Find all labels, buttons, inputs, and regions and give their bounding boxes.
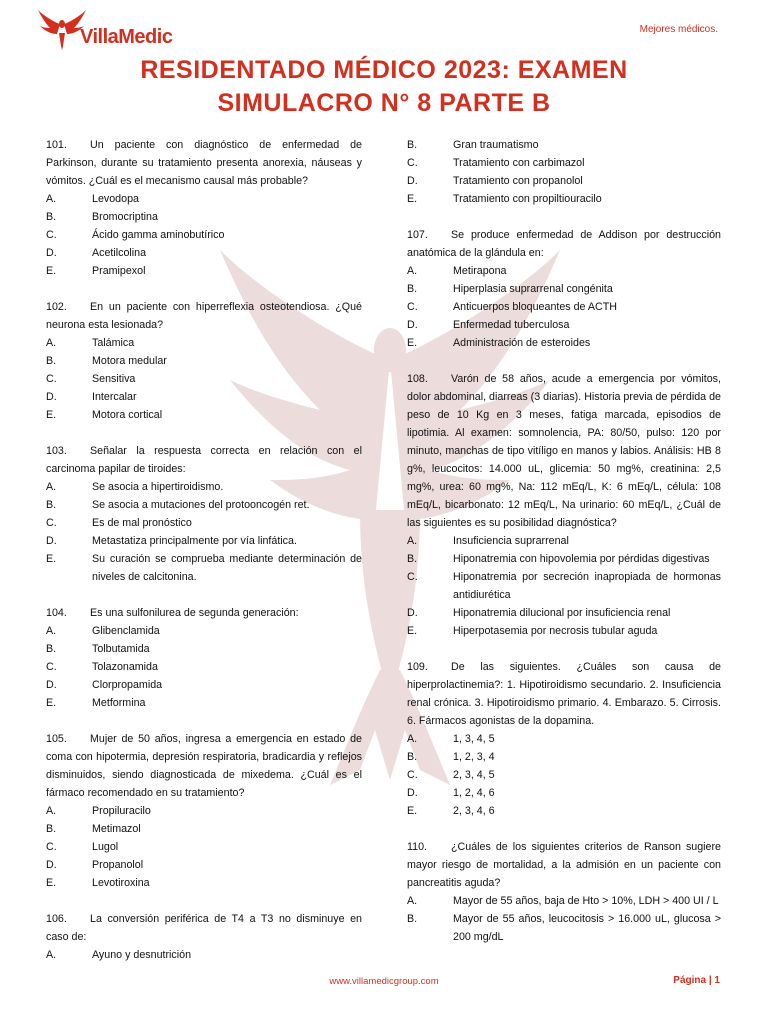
answer-option — [46, 226, 362, 244]
answer-option — [46, 658, 362, 676]
question-block — [46, 910, 362, 964]
question-block — [46, 604, 362, 712]
option-letter: D. — [46, 859, 57, 871]
option-letter: A. — [46, 949, 57, 961]
option-text: Tolbutamida — [92, 643, 150, 655]
option-letter: B. — [407, 553, 418, 565]
right-column — [407, 136, 721, 964]
answer-option — [46, 622, 362, 640]
option-letter: E. — [407, 193, 418, 205]
option-text: Hiponatremia con hipovolemia por pérdidas digestivas — [453, 553, 710, 565]
option-text: Mayor de 55 años, baja de Hto > 10%, LDH > 400 UI / L — [453, 895, 719, 907]
option-text: Hiperplasia suprarrenal congénita — [453, 283, 613, 295]
page-header — [0, 0, 768, 120]
option-text: Anticuerpos bloqueantes de ACTH — [453, 301, 617, 313]
page-number: Página | 1 — [673, 975, 720, 986]
answer-option — [407, 190, 721, 208]
question-stem — [407, 658, 721, 730]
option-letter: A. — [46, 805, 57, 817]
option-text: Acetilcolina — [92, 247, 147, 259]
option-letter: A. — [407, 535, 418, 547]
question-stem — [46, 136, 362, 190]
question-stem — [46, 442, 362, 478]
option-letter: D. — [46, 535, 57, 547]
option-text: Metformina — [92, 697, 146, 709]
question-text: Se produce enfermedad de Addison por destrucción anatómica de la glándula en: — [407, 229, 721, 259]
question-block — [46, 136, 362, 280]
question-text: La conversión periférica de T4 a T3 no disminuye en caso de: — [46, 913, 362, 943]
option-letter: C. — [46, 661, 57, 673]
footer-url[interactable]: www.villamedicgroup.com — [329, 976, 439, 987]
option-text: Talámica — [92, 337, 135, 349]
answer-option — [46, 838, 362, 856]
option-letter: C. — [46, 517, 57, 529]
answer-option — [46, 676, 362, 694]
answer-option — [46, 388, 362, 406]
answer-option — [407, 568, 721, 604]
answer-option — [46, 262, 362, 280]
option-letter: E. — [46, 553, 57, 565]
answer-option — [46, 514, 362, 532]
option-letter: E. — [407, 625, 418, 637]
answer-option — [46, 532, 362, 550]
answer-option — [407, 172, 721, 190]
option-text: Lugol — [92, 841, 119, 853]
answer-option — [46, 640, 362, 658]
answer-option — [407, 802, 721, 820]
answer-option — [46, 946, 362, 964]
question-stem — [46, 910, 362, 946]
option-letter: D. — [46, 679, 57, 691]
option-text: Bromocriptina — [92, 211, 158, 223]
answer-option — [46, 478, 362, 496]
answer-option — [407, 280, 721, 298]
option-letter: E. — [46, 409, 57, 421]
answer-option — [46, 802, 362, 820]
answer-option — [407, 532, 721, 550]
question-text: Un paciente con diagnóstico de enfermedad de Parkinson, durante su tratamiento presenta anorexia, náuseas y vómitos. ¿Cuál es el mecanismo causal más probable? — [46, 139, 362, 187]
question-block — [407, 838, 721, 946]
answer-option — [407, 784, 721, 802]
question-block — [46, 442, 362, 586]
option-letter: D. — [407, 607, 418, 619]
option-text: Administración de esteroides — [453, 337, 591, 349]
option-text: Levotiroxina — [92, 877, 150, 889]
answer-option — [407, 748, 721, 766]
option-letter: B. — [407, 139, 418, 151]
option-letter: E. — [46, 265, 57, 277]
answer-option — [46, 370, 362, 388]
option-letter: B. — [46, 499, 57, 511]
option-letter: B. — [407, 283, 418, 295]
option-letter: C. — [407, 571, 418, 583]
option-letter: C. — [407, 301, 418, 313]
answer-option — [46, 694, 362, 712]
question-number: 104. — [46, 607, 67, 619]
option-letter: B. — [46, 211, 57, 223]
option-text: Metastatiza principalmente por vía linfática. — [92, 535, 297, 547]
question-number: 103. — [46, 445, 67, 457]
question-block — [407, 136, 721, 208]
question-text: Señalar la respuesta correcta en relación con el carcinoma papilar de tiroides: — [46, 445, 362, 475]
question-stem — [407, 838, 721, 892]
answer-option — [46, 874, 362, 892]
question-text: ¿Cuáles de los siguientes criterios de Ranson sugiere mayor riesgo de mortalidad, a la admisión en un paciente con pancreatitis aguda? — [407, 841, 721, 889]
option-text: Metimazol — [92, 823, 141, 835]
brand-name: VillaMedic — [80, 26, 173, 48]
question-number: 102. — [46, 301, 67, 313]
option-letter: A. — [46, 193, 57, 205]
option-letter: C. — [46, 229, 57, 241]
question-text: Varón de 58 años, acude a emergencia por vómitos, dolor abdominal, diarreas (3 diarias). Historia previa de pérdida de peso de 10 Kg en 3 meses, fatiga marcada, episodios de lipotimia. Al examen: somnolencia, PA: 80/50, pulso: 120 por minuto, manchas de tipo vitíligo en manos y labios. Análisis: HB 8 g%, leucocitos: 14.000 uL, glicemia: 50 mg%, creatinina: 2,5 mg%, urea: 60 mg%, Na: 112 mEq/L, K: 6 mEq/L, célula: 108 mEq/L, bicarbonato: 12 mEq/L, Na urinario: 60 mEq/L, ¿Cuál de las siguientes es su posibilidad diagnóstica? — [407, 373, 721, 529]
answer-option — [46, 208, 362, 226]
question-block — [46, 298, 362, 424]
answer-option — [407, 262, 721, 280]
question-block — [407, 658, 721, 820]
answer-option — [407, 892, 721, 910]
answer-option — [46, 244, 362, 262]
answer-option — [46, 550, 362, 586]
question-stem — [46, 298, 362, 334]
answer-option — [46, 190, 362, 208]
question-number: 105. — [46, 733, 67, 745]
question-block — [407, 226, 721, 352]
option-text: Enfermedad tuberculosa — [453, 319, 570, 331]
option-letter: C. — [407, 157, 418, 169]
option-text: Mayor de 55 años, leucocitosis > 16.000 uL, glucosa > 200 mg/dL — [453, 913, 721, 943]
question-number: 107. — [407, 229, 428, 241]
option-letter: E. — [46, 697, 57, 709]
option-text: Tratamiento con carbimazol — [453, 157, 585, 169]
question-text: De las siguientes. ¿Cuáles son causa de hiperprolactinemia?: 1. Hipotiroidismo secundario. 2. Insuficiencia renal crónica. 3. Hipotiroidismo primario. 4. Embarazo. 5. Cirrosis. 6. Fármacos agonistas de la dopamina. — [407, 661, 721, 727]
option-letter: C. — [46, 373, 57, 385]
option-text: Clorpropamida — [92, 679, 163, 691]
option-letter: B. — [46, 643, 57, 655]
question-text: En un paciente con hiperreflexia osteotendiosa. ¿Qué neurona esta lesionada? — [46, 301, 362, 331]
option-text: Hiponatremia dilucional por insuficiencia renal — [453, 607, 671, 619]
option-letter: A. — [407, 733, 418, 745]
answer-option — [46, 334, 362, 352]
answer-option — [407, 334, 721, 352]
answer-option — [407, 316, 721, 334]
option-text: Hiponatremia por secreción inapropiada de hormonas antidiurética — [453, 571, 721, 601]
answer-option — [407, 136, 721, 154]
option-text: Pramipexol — [92, 265, 146, 277]
option-text: 1, 3, 4, 5 — [453, 733, 495, 745]
option-text: Ayuno y desnutrición — [92, 949, 192, 961]
option-text: 2, 3, 4, 5 — [453, 769, 495, 781]
option-text: Motora medular — [92, 355, 167, 367]
option-letter: B. — [407, 913, 418, 925]
option-text: Tratamiento con propanolol — [453, 175, 583, 187]
option-letter: B. — [46, 355, 57, 367]
option-letter: C. — [407, 769, 418, 781]
option-text: Se asocia a mutaciones del protooncogén ret. — [92, 499, 310, 511]
answer-option — [407, 910, 721, 946]
option-letter: A. — [407, 265, 418, 277]
question-number: 101. — [46, 139, 67, 151]
option-text: Es de mal pronóstico — [92, 517, 192, 529]
answer-option — [407, 604, 721, 622]
answer-option — [46, 406, 362, 424]
option-text: Glibenclamida — [92, 625, 160, 637]
option-letter: A. — [407, 895, 418, 907]
option-letter: B. — [46, 823, 57, 835]
option-text: Motora cortical — [92, 409, 163, 421]
option-letter: D. — [46, 391, 57, 403]
option-text: Propiluracilo — [92, 805, 151, 817]
question-number: 106. — [46, 913, 67, 925]
option-text: Tolazonamida — [92, 661, 158, 673]
option-text: Tratamiento con propiltiouracilo — [453, 193, 602, 205]
option-letter: E. — [407, 337, 418, 349]
tagline: Mejores médicos. — [639, 24, 718, 35]
option-text: Se asocia a hipertiroidismo. — [92, 481, 224, 493]
option-letter: B. — [407, 751, 418, 763]
option-letter: D. — [407, 175, 418, 187]
option-text: 1, 2, 3, 4 — [453, 751, 495, 763]
option-text: 2, 3, 4, 6 — [453, 805, 495, 817]
option-letter: E. — [407, 805, 418, 817]
option-text: Intercalar — [92, 391, 137, 403]
option-letter: A. — [46, 481, 57, 493]
question-stem — [46, 730, 362, 802]
question-number: 110. — [407, 841, 428, 853]
answer-option — [407, 298, 721, 316]
option-text: Propanolol — [92, 859, 144, 871]
option-text: Su curación se comprueba mediante determinación de niveles de calcitonina. — [92, 553, 362, 583]
answer-option — [46, 820, 362, 838]
option-text: 1, 2, 4, 6 — [453, 787, 495, 799]
question-text: Mujer de 50 años, ingresa a emergencia en estado de coma con hipotermia, depresión respiratoria, bradicardia y reflejos disminuidos, siendo diagnosticada de mixedema. ¿Cuál es el fármaco recomendado en su tratamiento? — [46, 733, 362, 799]
option-letter: C. — [46, 841, 57, 853]
option-text: Ácido gamma aminobutírico — [92, 229, 225, 241]
title-line-1: RESIDENTADO MÉDICO 2023: EXAMEN — [140, 56, 628, 84]
option-letter: E. — [46, 877, 57, 889]
option-text: Sensitiva — [92, 373, 136, 385]
option-text: Insuficiencia suprarrenal — [453, 535, 569, 547]
question-block — [46, 730, 362, 892]
answer-option — [407, 766, 721, 784]
option-text: Gran traumatismo — [453, 139, 539, 151]
question-number: 108. — [407, 373, 428, 385]
question-block — [407, 370, 721, 640]
option-letter: D. — [46, 247, 57, 259]
option-text: Levodopa — [92, 193, 139, 205]
question-stem — [46, 604, 362, 622]
option-letter: D. — [407, 787, 418, 799]
option-text: Hiperpotasemia por necrosis tubular aguda — [453, 625, 658, 637]
question-text: Es una sulfonilurea de segunda generación: — [90, 607, 299, 619]
option-letter: A. — [46, 337, 57, 349]
answer-option — [46, 856, 362, 874]
question-stem — [407, 226, 721, 262]
answer-option — [46, 496, 362, 514]
answer-option — [407, 154, 721, 172]
option-text: Metirapona — [453, 265, 507, 277]
answer-option — [407, 550, 721, 568]
question-number: 109. — [407, 661, 428, 673]
answer-option — [407, 622, 721, 640]
left-column — [46, 136, 362, 982]
option-letter: D. — [407, 319, 418, 331]
option-letter: A. — [46, 625, 57, 637]
page-title — [0, 54, 768, 120]
title-line-2: SIMULACRO N° 8 PARTE B — [217, 89, 551, 117]
answer-option — [407, 730, 721, 748]
answer-option — [46, 352, 362, 370]
question-stem — [407, 370, 721, 532]
